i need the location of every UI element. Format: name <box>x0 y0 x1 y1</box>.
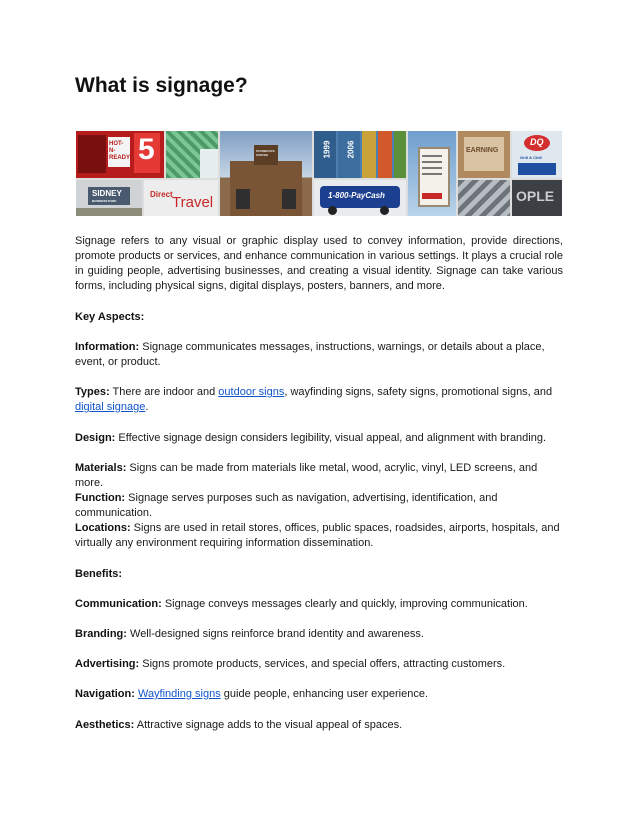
locations-item: Locations: Signs are used in retail stores, offices, public spaces, roadsides, airports, hospitals, and virtually any environment requiring information dissemination. <box>75 522 560 549</box>
sidney-sub-text: BUSINESS PARK <box>92 199 117 203</box>
materials-label: Materials: <box>75 462 127 474</box>
hot-ready-text: HOT-N- READY <box>109 141 131 161</box>
intro-paragraph: Signage refers to any visual or graphic display used to convey information, provide directions, promote products or services, and enhance communication in various settings. It plays a crucial role in guiding people, advertising businesses, and creating a visual identity. Signage can take various forms, including physical signs, digital displays, posters, banners, and more. <box>75 235 563 292</box>
collage-tile-green-wall <box>166 131 218 178</box>
communication-item: Communication: Signage conveys messages clearly and quickly, improving communication. <box>75 598 528 610</box>
ople-text: OPLE <box>516 188 555 204</box>
branding-label: Branding: <box>75 628 127 640</box>
digital-signage-link[interactable]: digital signage <box>75 401 146 413</box>
collage-tile-direct-travel <box>144 180 218 216</box>
advertising-item: Advertising: Signs promote products, services, and special offers, attracting customers. <box>75 658 506 670</box>
collage-tile-van <box>314 180 406 216</box>
sidney-text: SIDNEY <box>92 189 122 198</box>
y1999-text: 1999 <box>322 140 332 159</box>
collage-tile-hot-ready <box>76 131 164 178</box>
collage-tile-building <box>220 131 312 216</box>
collage-tile-dq <box>512 131 562 178</box>
collage-tile-banners <box>314 131 406 178</box>
types-item: Types: There are indoor and outdoor signs, wayfinding signs, safety signs, promotional signs, and digital signage. <box>75 386 553 413</box>
aesthetics-label: Aesthetics: <box>75 719 135 731</box>
collage-tile-directory <box>408 131 456 216</box>
locations-label: Locations: <box>75 522 131 534</box>
information-item <box>75 340 563 370</box>
five-text: 5 <box>138 133 155 166</box>
collage-tile-plates <box>458 180 510 216</box>
travel-text: Travel <box>172 194 214 211</box>
grill-text: Grill & Chill <box>520 155 542 160</box>
paycash-text: 1-800-PayCash <box>328 191 385 200</box>
navigation-item: Navigation: Wayfinding signs guide people, enhancing user experience. <box>75 688 429 700</box>
outdoor-signs-link[interactable]: outdoor signs <box>218 386 285 398</box>
collage-tile-earning <box>458 131 510 178</box>
function-label: Function: <box>75 492 126 504</box>
navigation-label: Navigation: <box>75 688 135 700</box>
y2006-text: 2006 <box>346 140 356 159</box>
types-label: Types: <box>75 386 110 398</box>
information-text: Signage communicates messages, instructions, warnings, or details about a place, event, or product. <box>75 341 545 368</box>
information-label: Information: <box>75 341 140 353</box>
materials-item: Materials: Signs can be made from materials like metal, wood, acrylic, vinyl, LED screens, and more. <box>75 462 538 489</box>
direct-text: Direct <box>150 190 173 199</box>
starbucks-text: STARBUCKS COFFEE <box>256 149 275 157</box>
page-title: What is signage? <box>75 74 248 97</box>
collage-tile-sidney <box>76 180 142 216</box>
design-item: Design: Effective signage design considers legibility, visual appeal, and alignment with branding. <box>75 432 547 444</box>
function-item: Function: Signage serves purposes such as navigation, advertising, identification, and communication. <box>75 492 498 519</box>
aesthetics-item: Aesthetics: Attractive signage adds to the visual appeal of spaces. <box>75 719 403 731</box>
signage-collage-image <box>76 131 562 216</box>
design-label: Design: <box>75 432 116 444</box>
wayfinding-signs-link[interactable]: Wayfinding signs <box>137 688 221 700</box>
key-aspects-heading: Key Aspects: <box>75 311 145 323</box>
dq-text: DQ <box>530 137 544 147</box>
advertising-label: Advertising: <box>75 658 140 670</box>
earning-text: EARNING <box>466 147 499 154</box>
branding-item: Branding: Well-designed signs reinforce brand identity and awareness. <box>75 628 424 640</box>
collage-tile-ople <box>512 180 562 216</box>
communication-label: Communication: <box>75 598 162 610</box>
benefits-heading: Benefits: <box>75 568 123 580</box>
